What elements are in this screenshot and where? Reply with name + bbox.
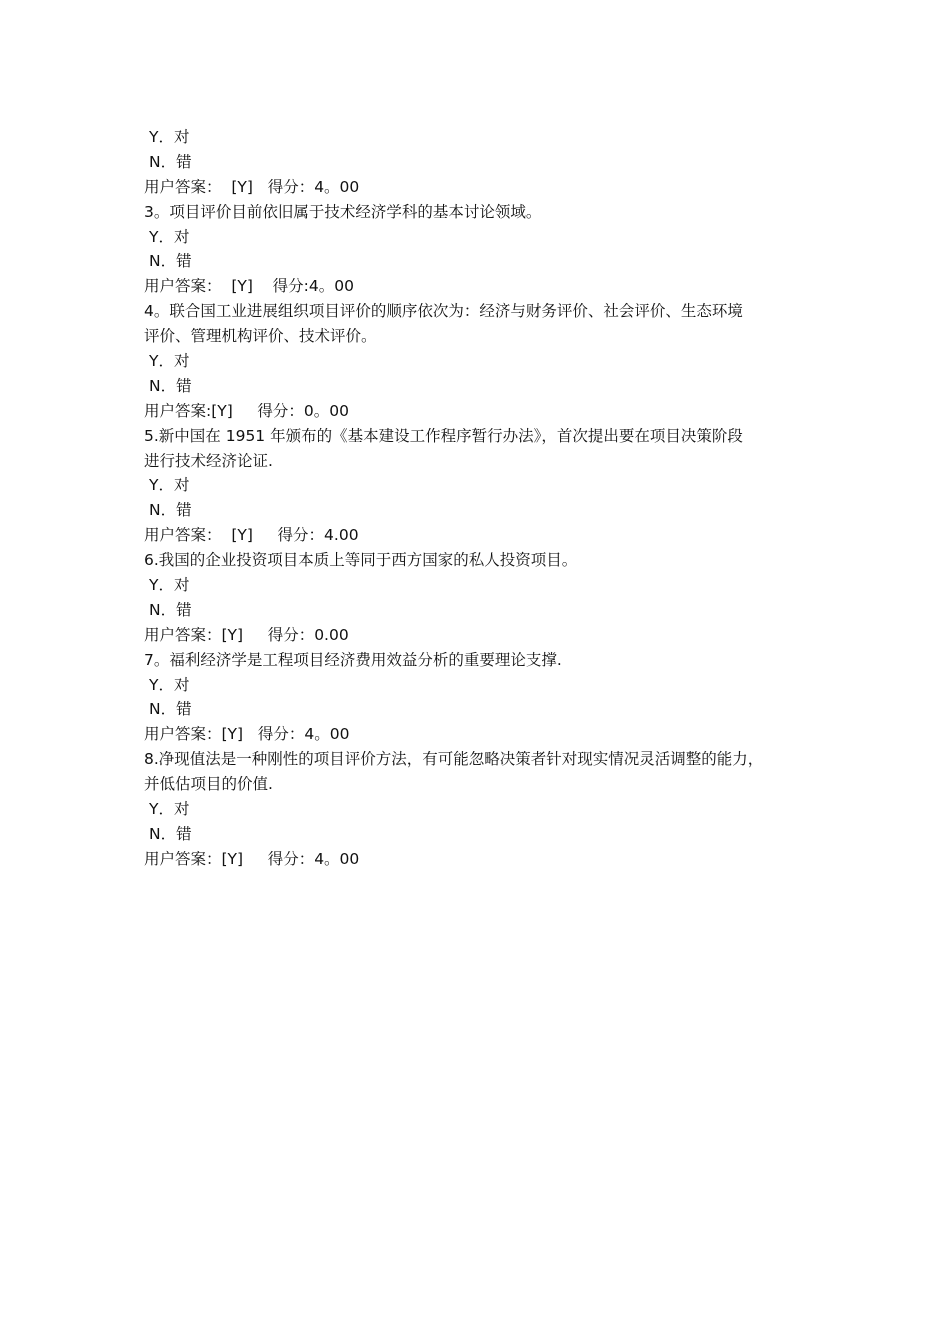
- option-yes: Y．对: [149, 227, 190, 246]
- option-no: N．错: [149, 152, 192, 171]
- option-no: N．错: [149, 824, 192, 843]
- user-answer-score: 用户答案： [Y] 得分：4.00: [144, 526, 359, 545]
- option-no: N．错: [149, 700, 192, 719]
- document-page: [144, 125, 824, 872]
- question-6: 6.我国的企业投资项目本质上等同于西方国家的私人投资项目。: [144, 551, 578, 570]
- user-answer-score: 用户答案：[Y] 得分：0.00: [144, 625, 349, 644]
- user-answer-score: 用户答案：[Y] 得分：4。00: [144, 725, 350, 744]
- option-no: N．错: [149, 376, 192, 395]
- user-answer-score: 用户答案： [Y] 得分:4。00: [144, 277, 354, 296]
- question-3: 3。项目评价目前依旧属于技术经济学科的基本讨论领域。: [144, 202, 542, 221]
- question-5-line-2: 进行技术经济论证.: [144, 451, 273, 470]
- question-4-line-1: 4。联合国工业进展组织项目评价的顺序依次为：经济与财务评价、社会评价、生态环境: [144, 302, 743, 321]
- question-5-line-1: 5.新中国在 1951 年颁布的《基本建设工作程序暂行办法》，首次提出要在项目决策阶段: [144, 426, 743, 445]
- question-4-line-2: 评价、管理机构评价、技术评价。: [144, 327, 377, 346]
- question-7: 7。福利经济学是工程项目经济费用效益分析的重要理论支撑.: [144, 650, 562, 669]
- user-answer-score: 用户答案：[Y] 得分：4。00: [144, 849, 360, 868]
- option-no: N．错: [149, 252, 192, 271]
- question-8-line-2: 并低估项目的价值.: [144, 775, 273, 794]
- option-yes: Y．对: [149, 675, 190, 694]
- option-yes: Y．对: [149, 476, 190, 495]
- option-no: N．错: [149, 600, 192, 619]
- user-answer-score: 用户答案:[Y] 得分：0。00: [144, 401, 350, 420]
- question-8-line-1: 8.净现值法是一种刚性的项目评价方法，有可能忽略决策者针对现实情况灵活调整的能力，: [144, 750, 764, 769]
- option-yes: Y．对: [149, 800, 190, 819]
- user-answer-score: 用户答案： [Y] 得分：4。00: [144, 177, 360, 196]
- option-yes: Y．对: [149, 352, 190, 371]
- option-yes: Y．对: [149, 576, 190, 595]
- option-yes: Y．对: [149, 128, 190, 146]
- option-no: N．错: [149, 501, 192, 520]
